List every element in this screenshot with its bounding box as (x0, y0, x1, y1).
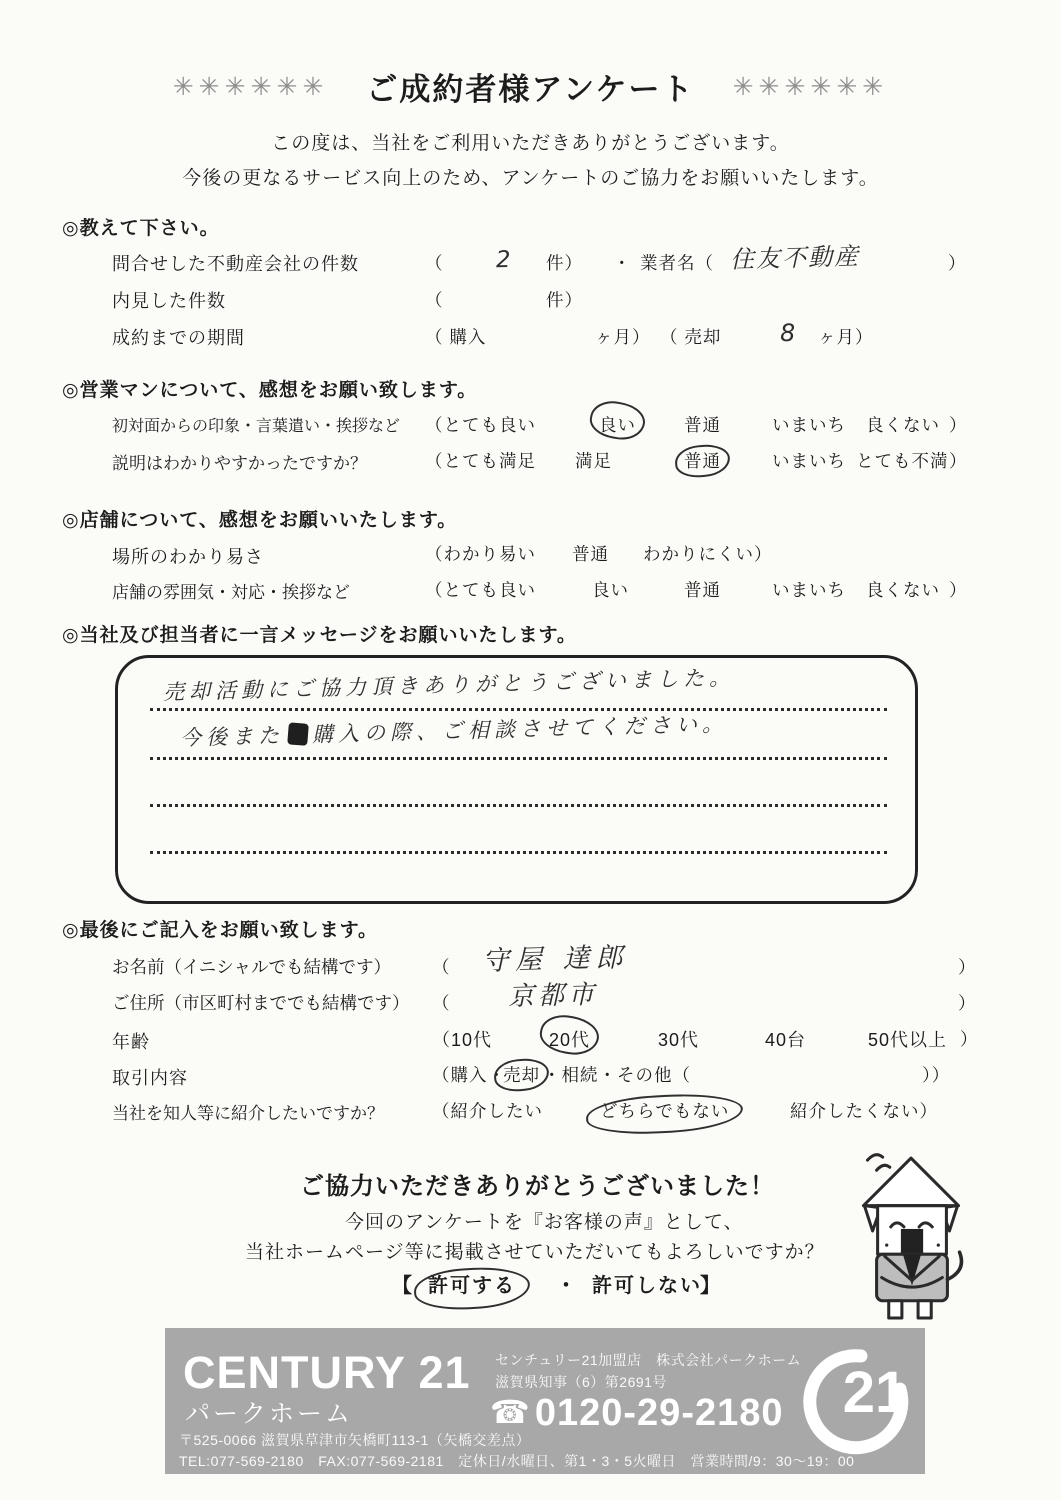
message-line-1-handwriting: 売却活動にご協力頂きありがとうございました。 (162, 665, 736, 705)
option: ・相続・その他（ (543, 1065, 691, 1085)
phone-number: 0120-29-2180 (534, 1392, 784, 1434)
bracket: 【 (392, 1275, 414, 1297)
name-label: お名前（イニシャルでも結構です） (112, 957, 391, 977)
logo-number: 21 (842, 1360, 908, 1425)
selected-option-permit: 許可する (428, 1275, 516, 1297)
option: 普通 (684, 580, 721, 600)
paren: ） (949, 415, 968, 435)
writing-line (150, 757, 887, 760)
duration-label: 成約までの期間 (112, 328, 245, 348)
selected-option-normal: 普通 (684, 451, 721, 471)
section-profile-heading: ◎最後にご記入をお願い致します。 (62, 920, 379, 941)
address-handwriting: 京都市 (507, 979, 599, 1013)
agent-name-handwriting: 住友不動産 (729, 242, 861, 274)
option: とても不満 (856, 451, 949, 471)
intro-line-2: 今後の更なるサービス向上のため、アンケートのご協力をお願いいたします。 (182, 168, 879, 189)
location-label: 場所のわかり易さ (112, 547, 264, 567)
footer-contact: TEL:077-569-2180 FAX:077-569-2181 定休日/水曜日、第1・3・5火曜日 営業時間/9：30～19：00 (179, 1453, 855, 1469)
message-box (115, 655, 918, 904)
bracket: 】 (700, 1275, 722, 1297)
message-line-2-start: 今後また (179, 723, 285, 751)
franchise-line: センチュリー21加盟店 株式会社パークホーム (495, 1352, 802, 1368)
inquiries-label: 問合せした不動産会社の件数 (112, 254, 359, 274)
section-message-heading: ◎当社及び担当者に一言メッセージをお願いいたします。 (62, 625, 577, 646)
century21-brand: CENTURY 21 (183, 1347, 471, 1398)
option: （紹介したい (432, 1101, 543, 1121)
decorative-stars-left-icon: ✳✳✳✳✳✳ (172, 72, 329, 101)
footer-address: 〒525-0066 滋賀県草津市矢橋町113-1（矢橋交差点） (179, 1432, 531, 1448)
viewings-label: 内見した件数 (112, 291, 226, 311)
agent-name-label: 業者名（ (640, 253, 714, 273)
paren: （ (432, 957, 451, 977)
option: 40台 (765, 1030, 807, 1050)
section-agent-heading: ◎営業マンについて、感想をお願い致します。 (62, 380, 478, 401)
option: いまいち (772, 451, 846, 471)
option: 普通 (572, 544, 609, 564)
separator-dot: ・ (556, 1275, 578, 1297)
paren: 件） (546, 253, 583, 273)
referral-label: 当社を知人等に紹介したいですか？ (112, 1104, 384, 1123)
duration-purchase: （ 購入 (425, 327, 487, 347)
duration-purchase-unit: ヶ月） (595, 327, 651, 347)
duration-sale-unit: ヶ月） (818, 327, 874, 347)
option: 普通 (684, 415, 721, 435)
selected-option-neither: どちらでもない (600, 1101, 730, 1121)
message-line-2-handwriting (180, 711, 728, 752)
option: 30代 (658, 1030, 700, 1050)
paren: ） (958, 993, 977, 1013)
scribbled-out-character (287, 722, 309, 746)
option: （わかり易い (425, 544, 536, 564)
writing-line (150, 708, 887, 711)
intro-line-1: この度は、当社をご利用いただきありがとうございます。 (271, 133, 790, 154)
name-handwriting: 守屋 達郎 (481, 942, 629, 977)
atmosphere-label: 店舗の雰囲気・対応・挨拶など (112, 583, 350, 602)
address-label: ご住所（市区町村まででも結構です） (112, 993, 410, 1013)
license-line: 滋賀県知事（6）第2691号 (495, 1374, 667, 1390)
dog-mascot-icon (845, 1148, 977, 1320)
transaction-label: 取引内容 (112, 1068, 188, 1088)
paren: ） (948, 253, 967, 273)
option: （10代 (432, 1030, 493, 1050)
sale-months-handwriting: 8 (779, 318, 798, 348)
selected-option-good: 良い (599, 415, 636, 435)
option: いまいち (772, 580, 846, 600)
option: （とても良い (425, 580, 536, 600)
option: （とても良い (425, 415, 536, 435)
paren: （ (425, 253, 444, 273)
phone-icon: ☎ (490, 1394, 531, 1430)
option: （とても満足 (425, 451, 536, 471)
option: 紹介したくない） (790, 1101, 938, 1121)
duration-sale: （ 売却 (660, 327, 722, 347)
option: いまいち (772, 415, 846, 435)
selected-option-20s: 20代 (549, 1030, 591, 1050)
paren: 件） (546, 290, 583, 310)
option: 良い (592, 580, 629, 600)
decorative-stars-right-icon: ✳✳✳✳✳✳ (732, 72, 889, 101)
age-label: 年齢 (112, 1032, 150, 1052)
separator-dot: ・ (613, 253, 632, 273)
explanation-label: 説明はわかりやすかったですか？ (112, 454, 367, 473)
paren: ） (960, 1029, 979, 1049)
impression-label: 初対面からの印象・言葉遣い・挨拶など (112, 418, 401, 435)
option: 50代以上 (868, 1030, 948, 1050)
option: 良くない (866, 415, 940, 435)
paren: ） (949, 580, 968, 600)
closing-thanks: ご協力いただきありがとうございました！ (300, 1173, 775, 1200)
option: わかりにくい） (643, 544, 773, 564)
message-line-2-end: 購入の際、ご相談させてください。 (311, 711, 729, 747)
footer-band (165, 1328, 925, 1474)
selected-option-sale: 売却 (503, 1065, 540, 1085)
writing-line (150, 851, 887, 854)
closing-line-1: 今回のアンケートを『お客様の声』として、 (345, 1212, 744, 1233)
century21-logo-icon (795, 1334, 921, 1468)
page-title: ご成約者様アンケート (366, 72, 695, 107)
closing-line-2: 当社ホームページ等に掲載させていただいてもよろしいですか？ (245, 1242, 825, 1263)
section-store-heading: ◎店舗について、感想をお願いいたします。 (62, 510, 458, 531)
writing-line (150, 804, 887, 807)
paren: （ (432, 993, 451, 1013)
paren: ）） (922, 1065, 951, 1085)
inquiries-count-handwriting: 2 (495, 246, 513, 274)
paren: ） (949, 451, 968, 471)
paren: （ (425, 290, 444, 310)
title-row (0, 64, 1061, 109)
option: （購入・ (432, 1065, 506, 1085)
section-info-heading: ◎教えて下さい。 (62, 218, 220, 239)
store-name: パークホーム (185, 1400, 354, 1428)
option: 満足 (575, 451, 612, 471)
paren: ） (958, 957, 977, 977)
option-no-permit: 許可しない (592, 1275, 702, 1297)
option: 良くない (866, 580, 940, 600)
